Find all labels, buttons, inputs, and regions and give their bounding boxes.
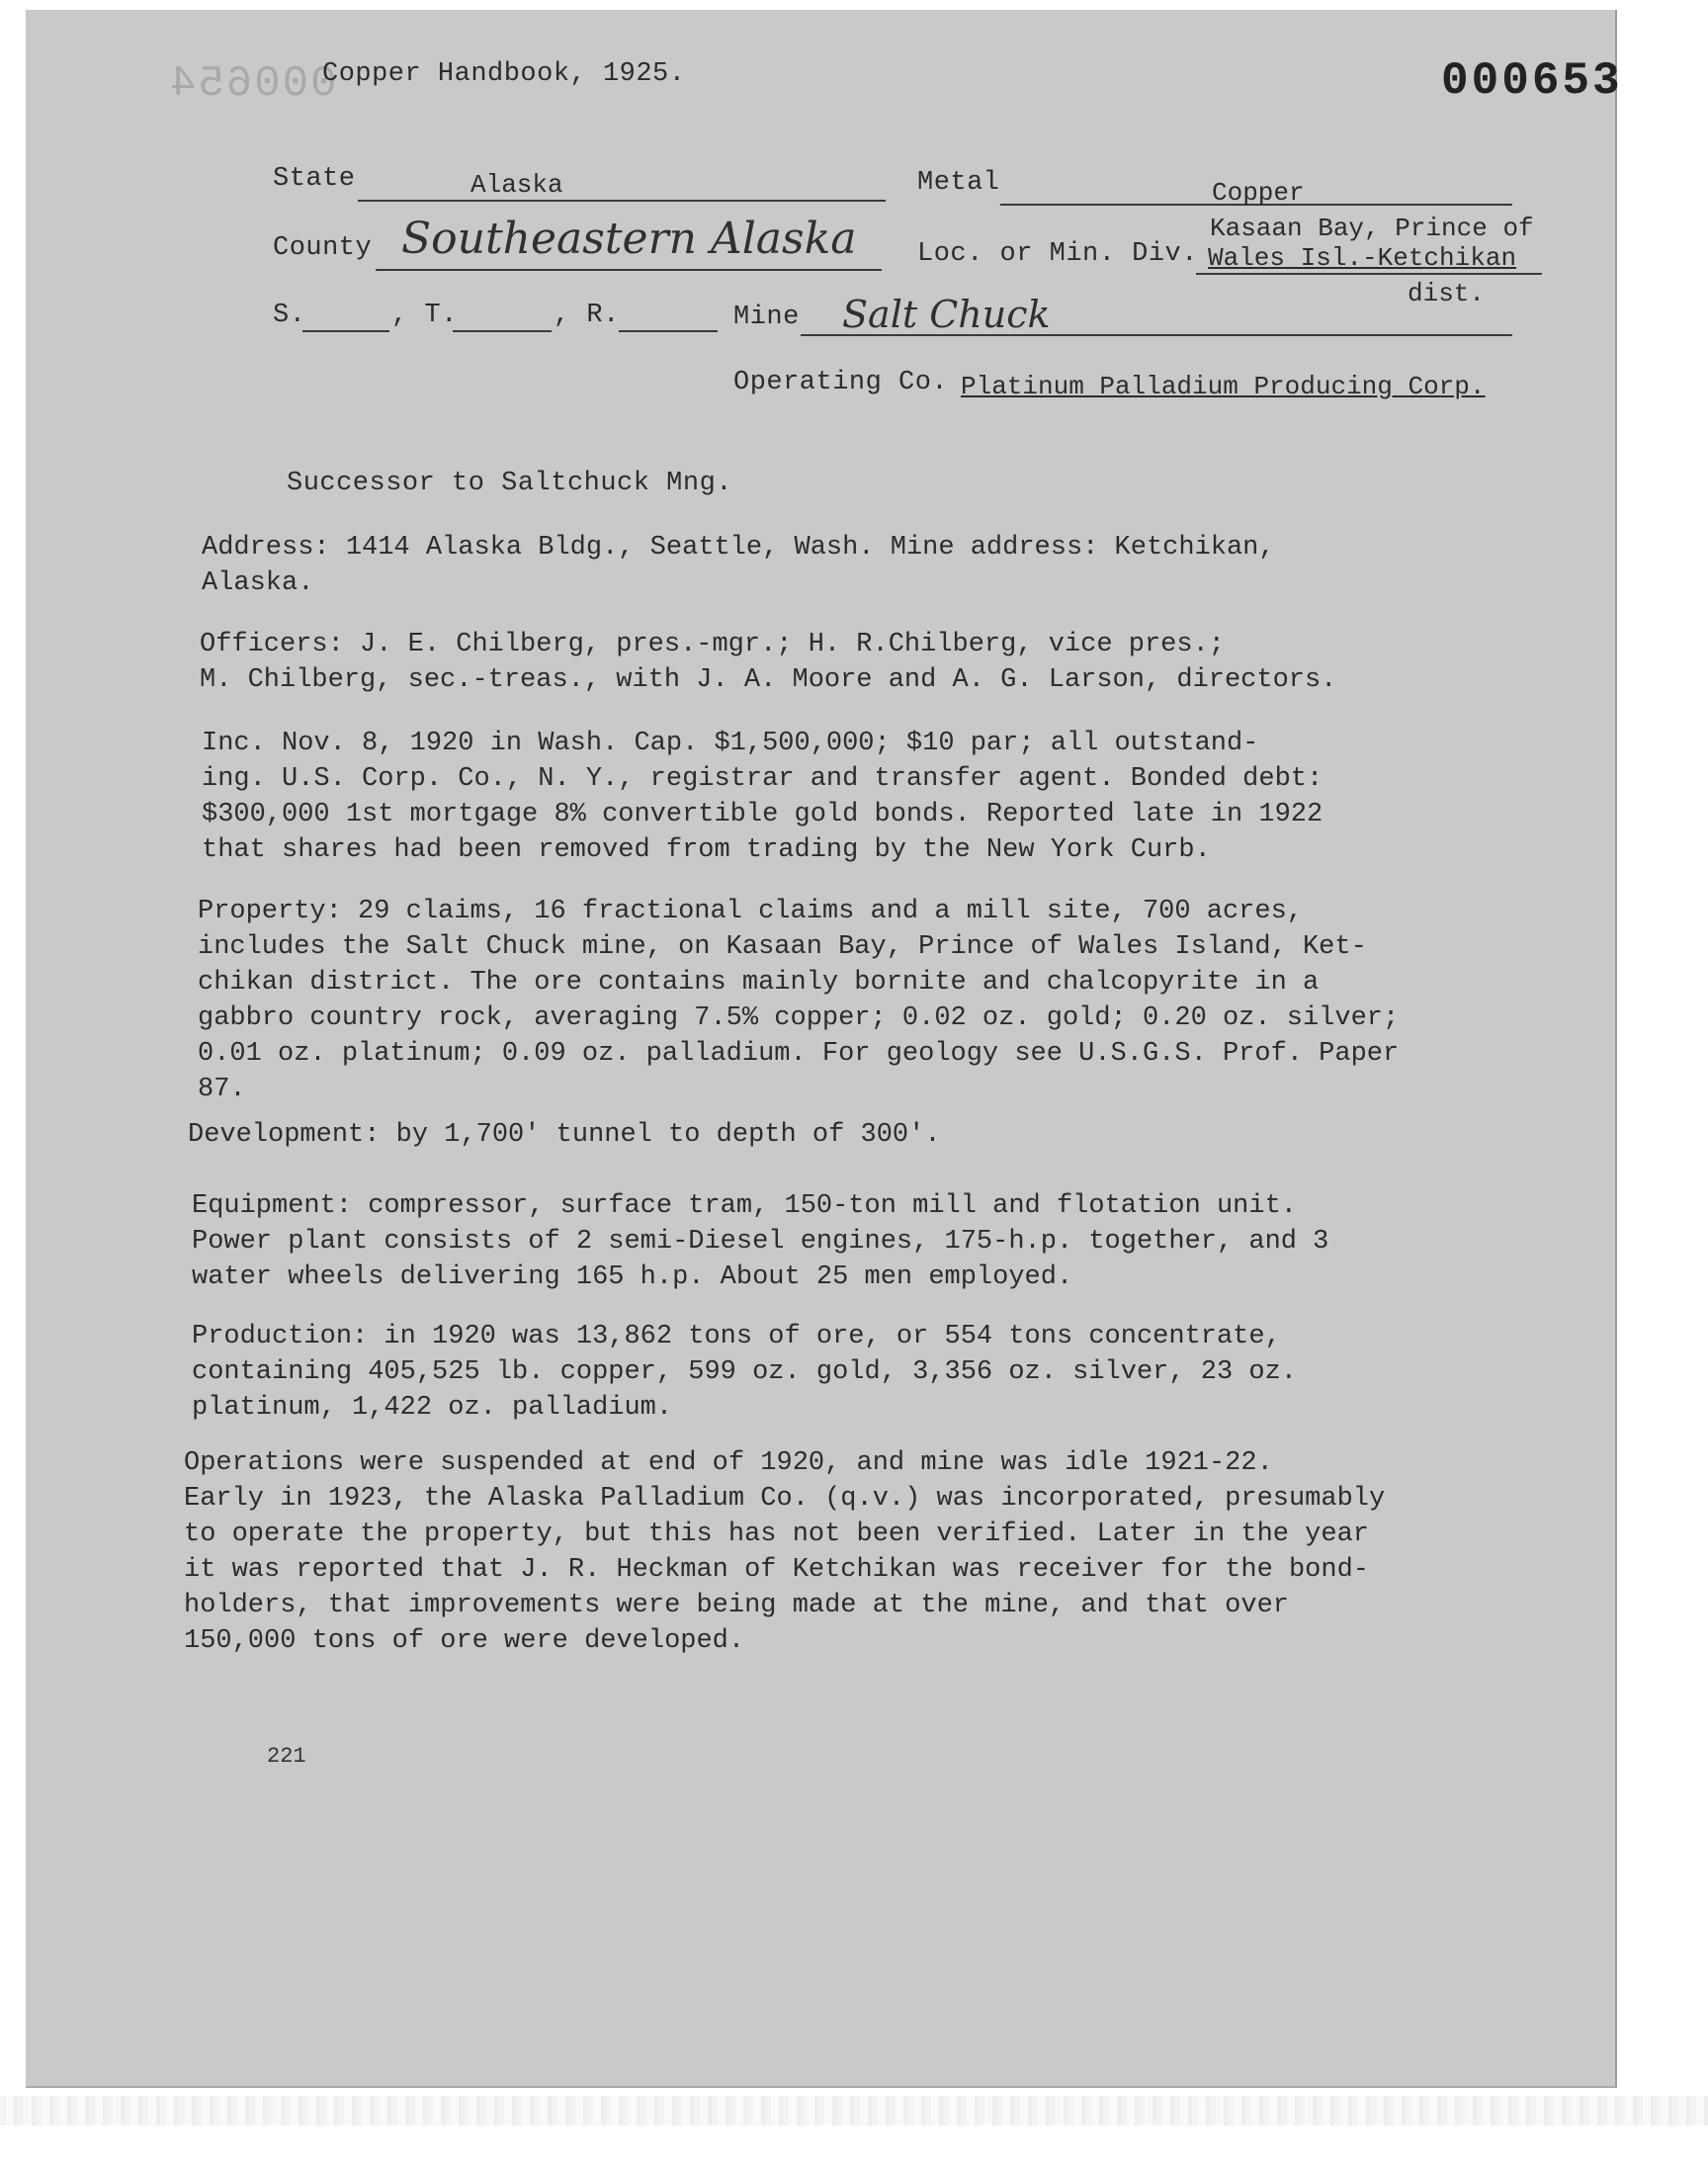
page-number: 221 [267, 1744, 306, 1769]
township-label: , T. [391, 301, 458, 330]
incorporation-paragraph: Inc. Nov. 8, 1920 in Wash. Cap. $1,500,000; $10 par; all outstand- ing. U.S. Corp. Co., N. Y., registrar and transfer agent. Bonded debt: $300,000 1st mortgage 8% convertible gold bonds. Reported late in 1922 that shares had been removed from trading by the New York Curb. [202, 729, 1324, 865]
section-line [302, 330, 389, 332]
metal-label: Metal [917, 168, 1000, 198]
county-value-handwritten: Southeastern Alaska [401, 214, 857, 264]
property-paragraph: Property: 29 claims, 16 fractional claims and a mill site, 700 acres, includes the Salt Chuck mine, on Kasaan Bay, Prince of Wales Island, Ket- chikan district. The ore contains mainly bornite and chalcopyrite in a gabbro country rock, averaging 7.5% copper; 0.02 oz. gold; 0.20 oz. silver; 0.01 oz. platinum; 0.09 oz. palladium. For geology see U.S.G.S. Prof. Paper 87. [198, 897, 1400, 1104]
township-line [453, 330, 552, 332]
state-line [358, 200, 886, 202]
production-paragraph: Production: in 1920 was 13,862 tons of ore, or 554 tons concentrate, containing 405,525 lb. copper, 599 oz. gold, 3,356 oz. silver, 23 oz. platinum, 1,422 oz. palladium. [192, 1322, 1297, 1423]
development-paragraph: Development: by 1,700' tunnel to depth of 300'. [188, 1120, 941, 1150]
address-paragraph: Address: 1414 Alaska Bldg., Seattle, Wash. Mine address: Ketchikan, Alaska. [202, 533, 1275, 598]
mine-label: Mine [733, 303, 800, 332]
document-number: 000653 [1441, 55, 1623, 107]
mine-value-handwritten: Salt Chuck [842, 293, 1051, 336]
section-label: S. [273, 301, 306, 330]
loc-line [1196, 273, 1542, 275]
equipment-paragraph: Equipment: compressor, surface tram, 150-ton mill and flotation unit. Power plant consists of 2 semi-Diesel engines, 175-h.p. together, and 3 water wheels delivering 165 h.p. About 25 men employed. [192, 1191, 1329, 1292]
loc-value-line1: Kasaan Bay, Prince of [1210, 214, 1534, 243]
county-line [376, 269, 882, 271]
loc-label: Loc. or Min. Div. [917, 239, 1198, 269]
document-title: Copper Handbook, 1925. [322, 59, 686, 89]
officers-paragraph: Officers: J. E. Chilberg, pres.-mgr.; H. R.Chilberg, vice pres.; M. Chilberg, sec.-treas., with J. A. Moore and A. G. Larson, directors. [200, 630, 1337, 695]
metal-value: Copper [1212, 178, 1305, 208]
state-label: State [273, 164, 356, 194]
state-value: Alaska [470, 170, 563, 200]
operations-paragraph: Operations were suspended at end of 1920, and mine was idle 1921-22. Early in 1923, the Alaska Palladium Co. (q.v.) was incorporated, presumably to operate the property, but this has not been verified. Later in the year it was reported that J. R. Heckman of Ketchikan was receiver for the bond- holders, that improvements were being made at the mine, and that over 150,000 tons of ore were developed. [184, 1448, 1386, 1656]
bleed-through-number: 000654 [168, 59, 337, 109]
scan-edge [0, 2096, 1708, 2126]
range-label: , R. [554, 301, 620, 330]
successor-line: Successor to Saltchuck Mng. [287, 469, 732, 498]
loc-value-line2: Wales Isl.-Ketchikan [1208, 243, 1517, 273]
county-label: County [273, 233, 373, 263]
operating-co-value: Platinum Palladium Producing Corp. [961, 372, 1486, 401]
operating-co-label: Operating Co. [733, 368, 949, 397]
loc-value-line3: dist. [1408, 279, 1486, 308]
range-line [619, 330, 718, 332]
